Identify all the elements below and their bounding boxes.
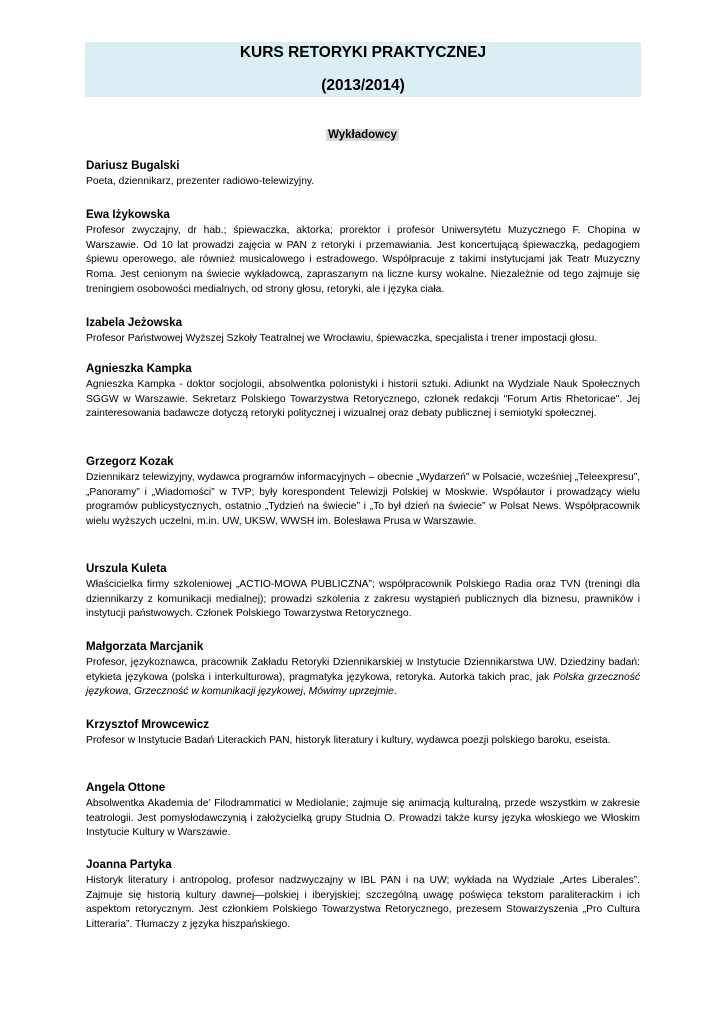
lecturer-entry	[86, 159, 640, 190]
lecturer-bio: Profesor w Instytucie Badań Literackich PAN, historyk literatury i kultury, wydawca poezji polskiego baroku, eseista.	[86, 735, 611, 746]
section-heading-label: Wykładowcy	[328, 129, 397, 141]
lecturer-name: Ewa Iżykowska	[86, 208, 170, 221]
bio-end: .	[393, 686, 397, 698]
lecturer-bio: Poeta, dziennikarz, prezenter radiowo-telewizyjny.	[86, 176, 315, 187]
lecturer-entry	[86, 640, 640, 700]
lecturer-name: Małgorzata Marcjanik	[86, 640, 204, 653]
lecturer-name: Dariusz Bugalski	[86, 159, 180, 172]
lecturer-name: Grzegorz Kozak	[86, 455, 174, 468]
lecturer-entry	[86, 718, 640, 749]
book-title: Polska grzeczność językowa	[86, 671, 640, 698]
lecturer-bio: Absolwentka Akademia de’ Filodrammatici w Mediolanie; zajmuje się animacją kulturalną, przede wszystkim w zakresie teatrologii. Jest pomysłodawczynią i założycielką grupy Studnia O. Prowadzi także kursy języka włoskiego we Włoskim Instytucie Kultury w Warszawie.	[86, 798, 640, 839]
lecturer-name: Angela Ottone	[86, 781, 166, 794]
lecturer-name: Izabela Jeżowska	[86, 316, 183, 329]
lecturer-entry	[86, 455, 640, 530]
lecturer-entry	[86, 362, 640, 422]
lecturer-bio: Dziennikarz telewizyjny, wydawca programów informacyjnych – obecnie „Wydarzeń” w Polsacie, wcześniej „Teleexpresu”, „Panoramy” i „Wiadomości” w TVP; były korespondent Telewizji Polskiej w Moskwie. Współautor i prowadzący wielu programów publicystycznych, ostatnio „Tydzień na świecie” i „To był dzień na świecie” w Polsat News. Współpracownik wielu wyższych uczelni, m.in. UW, UKSW, WWSH im. Bolesława Prusa w Warszawie.	[86, 472, 640, 527]
course-year: (2013/2014)	[321, 77, 405, 94]
book-title: Mówimy uprzejmie	[308, 686, 394, 698]
bio-text: Profesor, językoznawca, pracownik Zakładu Retoryki Dziennikarskiej w Instytucie Dziennikarstwa UW. Dziedziny badań: etykieta językowa (polska i interkulturowa), pragmatyka językowa, retoryka. Autorka takich prac, jak	[86, 657, 640, 683]
lecturer-entry	[86, 316, 640, 347]
lecturer-name: Joanna Partyka	[86, 858, 172, 871]
lecturer-name: Urszula Kuleta	[86, 562, 167, 575]
lecturer-name: Krzysztof Mrowcewicz	[86, 718, 210, 731]
lecturer-entry	[86, 781, 640, 841]
lecturer-bio: Agnieszka Kampka - doktor socjologii, absolwentka polonistyki i historii sztuki. Adiunkt na Wydziale Nauk Społecznych SGGW w Warszawie. Sekretarz Polskiego Towarzystwa Retorycznego, członek redakcji "Forum Artis Rhetoricae". Jej zainteresowania badawcze dotyczą retoryki politycznej i wizualnej oraz debaty publicznej i semiotyki społecznej.	[86, 379, 640, 420]
book-title: Grzeczność w komunikacji językowej	[134, 686, 303, 698]
section-heading	[0, 125, 725, 143]
lecturer-bio: Profesor zwyczajny, dr hab.; śpiewaczka, aktorka; prorektor i profesor Uniwersytetu Muzycznego F. Chopina w Warszawie. Od 10 lat prowadzi zajęcia w PAN z retoryki i przemawiania. Jest koncertującą śpiewaczką, pedagogiem śpiewu operowego, ale również musicalowego i estradowego. Współpracuje z takimi instytucjami jak Teatr Muzyczny Roma. Jest cenionym na świecie wykładowcą, zapraszanym na liczne kursy wokalne. Niezależnie od tego zajmuje się treningiem osobowości medialnych, od strony głosu, retoryki, ale i języka ciała.	[86, 225, 640, 295]
lecturer-entry	[86, 208, 640, 297]
lecturer-bio	[86, 656, 640, 700]
lecturer-entry	[86, 562, 640, 622]
lecturer-name: Agnieszka Kampka	[86, 362, 192, 375]
lecturer-bio: Profesor Państwowej Wyższej Szkoły Teatralnej we Wrocławiu, śpiewaczka, specjalista i trener impostacji głosu.	[86, 333, 598, 344]
lecturer-bio: Historyk literatury i antropolog, profesor nadzwyczajny w IBL PAN i na UW; wykłada na Wydziale „Artes Liberales”. Zajmuje się historią kultury dawnej—polskiej i iberyjskiej; szczególną uwagę poświęca tekstom paraliterackim i ich aspektom retorycznym. Jest członkiem Polskiego Towarzystwa Retorycznego, prezesem Stowarzyszenia „Pro Cultura Litteraria”. Tłumaczy z języka hiszpańskiego.	[86, 875, 640, 930]
lecturer-entry	[86, 858, 640, 933]
separator: ,	[302, 686, 309, 698]
course-title: KURS RETORYKI PRAKTYCZNEJ	[239, 44, 487, 61]
lecturer-bio: Właścicielka firmy szkoleniowej „ACTIO-MOWA PUBLICZNA”; współpracownik Polskiego Radia oraz TVN (treningi dla dziennikarzy z komunikacji medialnej); prowadzi szkolenia z zakresu wystąpień publicznych dla biznesu, prawników i instytucji państwowych. Członek Polskiego Towarzystwa Retorycznego.	[86, 579, 640, 620]
separator: ,	[128, 686, 135, 698]
